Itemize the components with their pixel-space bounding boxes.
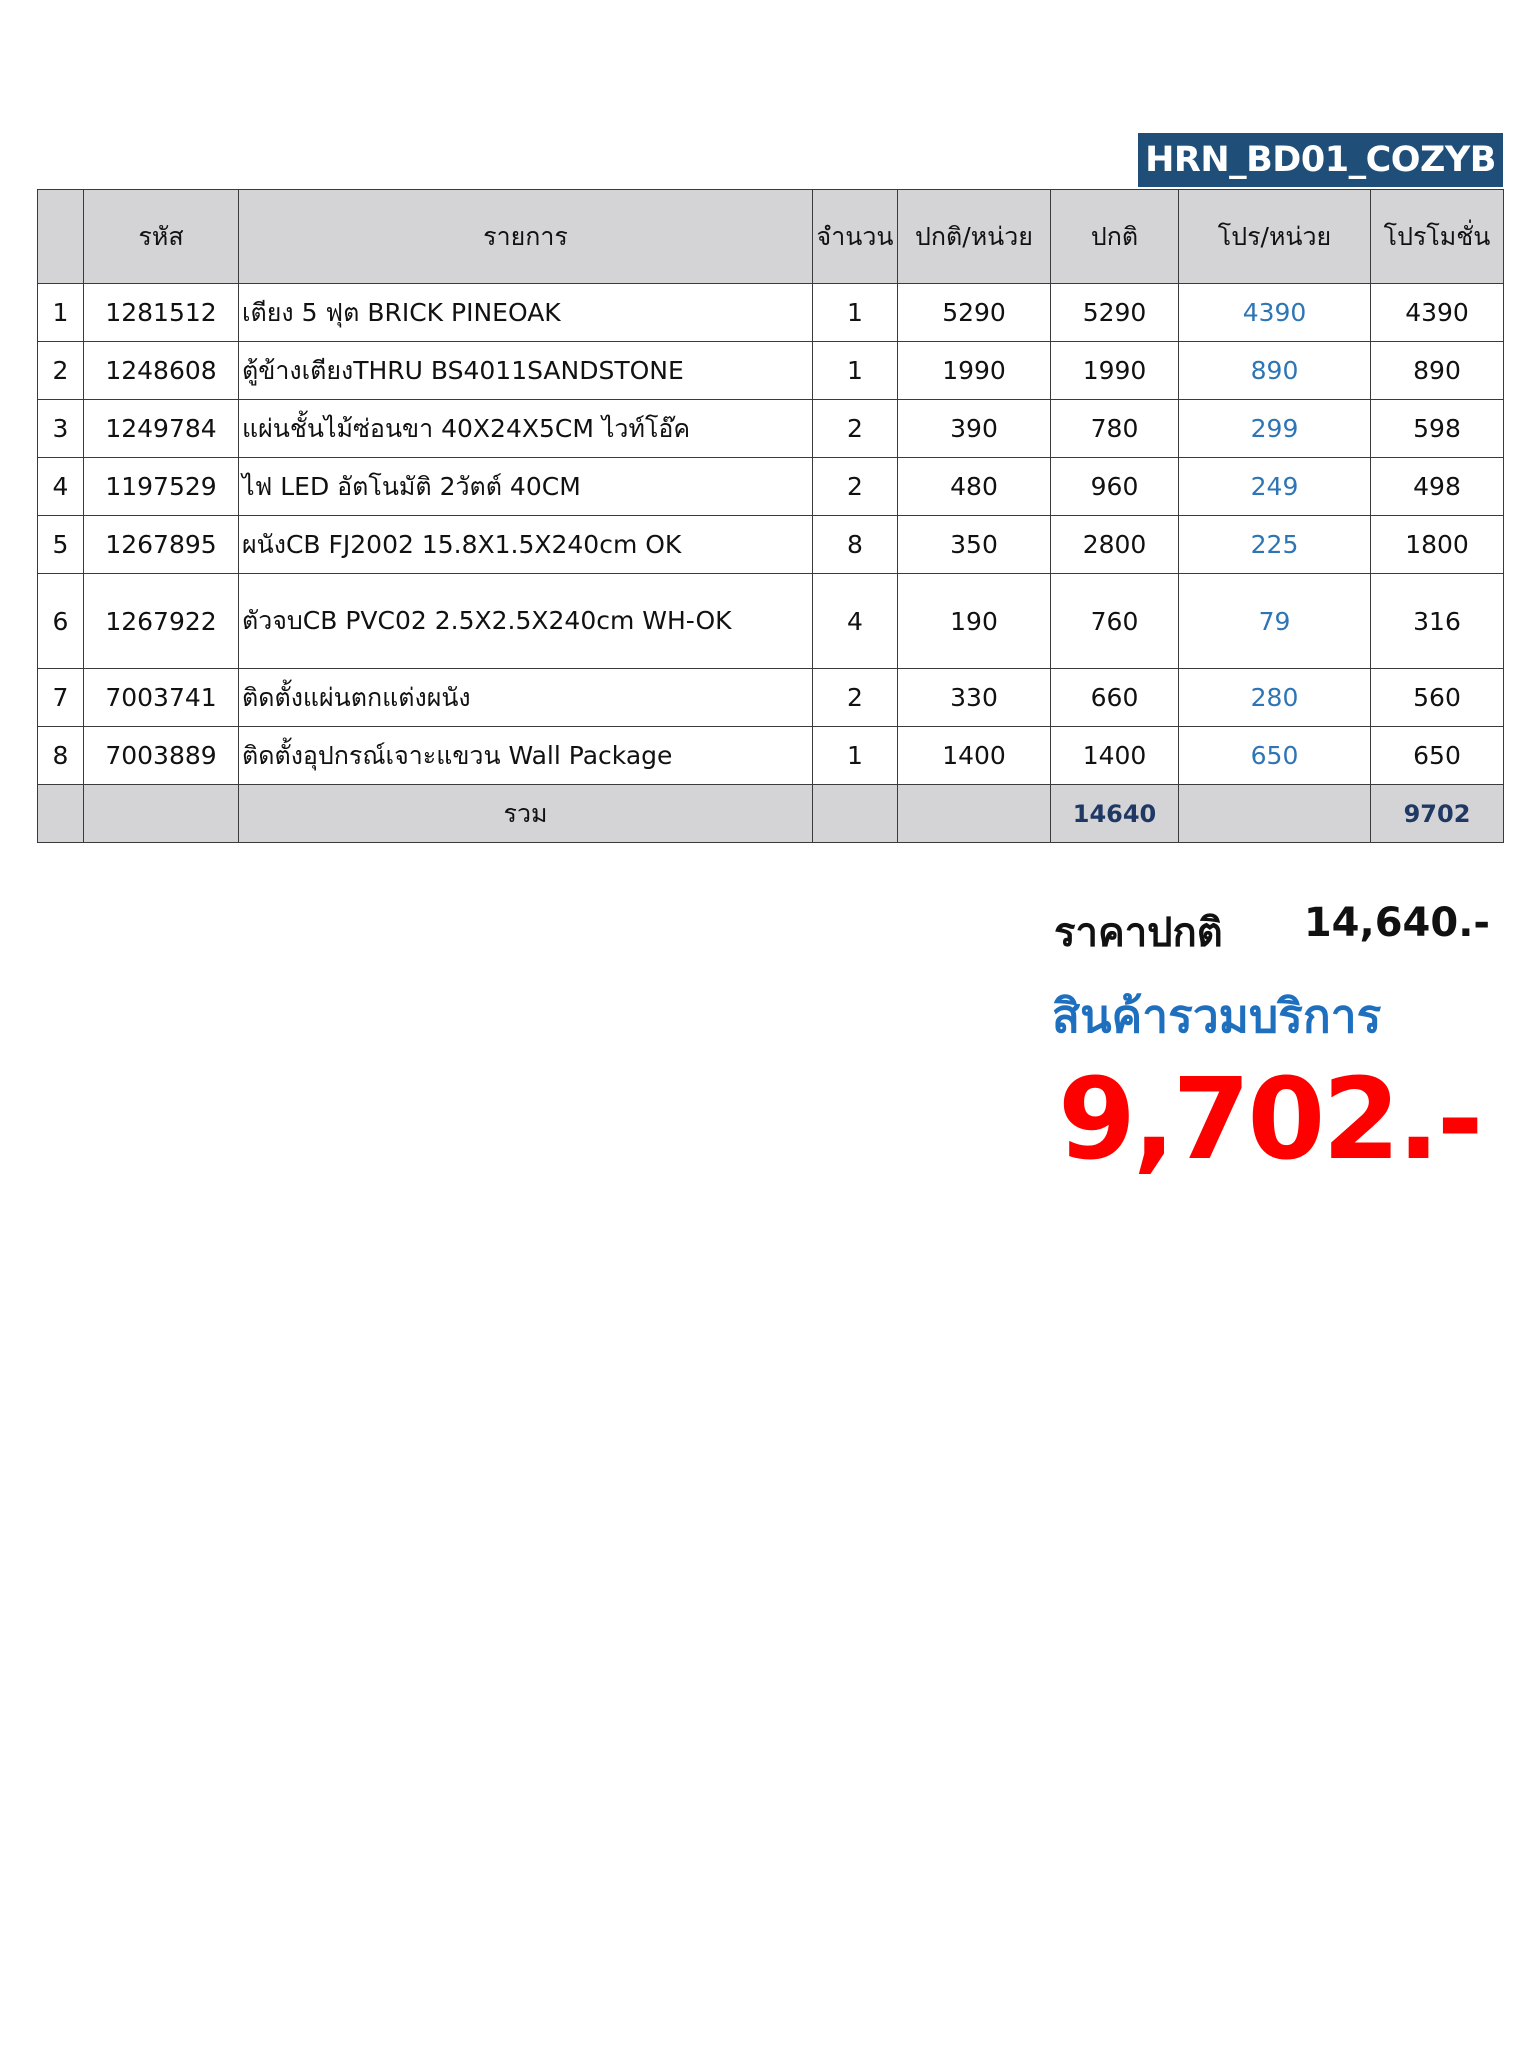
row-item-name: ตู้ข้างเตียงTHRU BS4011SANDSTONE: [239, 342, 813, 400]
total-empty-cell: [38, 785, 84, 843]
table-row: [38, 727, 1504, 785]
table-row: [38, 669, 1504, 727]
row-unit-price: 480: [898, 458, 1051, 516]
row-quantity: 2: [813, 400, 898, 458]
row-promo: 598: [1371, 400, 1504, 458]
total-empty-cell: [898, 785, 1051, 843]
total-label: รวม: [239, 785, 813, 843]
row-price: 960: [1051, 458, 1179, 516]
row-promo: 4390: [1371, 284, 1504, 342]
row-promo: 316: [1371, 574, 1504, 669]
row-item-name: ผนังCB FJ2002 15.8X1.5X240cm OK: [239, 516, 813, 574]
row-price: 780: [1051, 400, 1179, 458]
row-price: 1990: [1051, 342, 1179, 400]
row-sku: 1267895: [84, 516, 239, 574]
row-promo-unit: 4390: [1179, 284, 1371, 342]
row-unit-price: 390: [898, 400, 1051, 458]
row-quantity: 8: [813, 516, 898, 574]
bundle-subtitle: สินค้ารวมบริการ: [1052, 989, 1382, 1043]
row-sku: 1197529: [84, 458, 239, 516]
row-unit-price: 5290: [898, 284, 1051, 342]
row-sku: 1267922: [84, 574, 239, 669]
row-unit-price: 1990: [898, 342, 1051, 400]
normal-price-summary: [1050, 900, 1500, 960]
header-index: [38, 190, 84, 284]
row-price: 2800: [1051, 516, 1179, 574]
row-item-name: ติดตั้งอุปกรณ์เจาะแขวน Wall Package: [239, 727, 813, 785]
row-promo: 560: [1371, 669, 1504, 727]
row-price: 5290: [1051, 284, 1179, 342]
row-unit-price: 350: [898, 516, 1051, 574]
row-promo: 1800: [1371, 516, 1504, 574]
table-header-row: [38, 190, 1504, 284]
header-price: ปกติ: [1051, 190, 1179, 284]
row-promo: 650: [1371, 727, 1504, 785]
table-row: [38, 400, 1504, 458]
row-item-name: เตียง 5 ฟุต BRICK PINEOAK: [239, 284, 813, 342]
row-promo-unit: 890: [1179, 342, 1371, 400]
row-promo-unit: 280: [1179, 669, 1371, 727]
row-price: 660: [1051, 669, 1179, 727]
row-price: 1400: [1051, 727, 1179, 785]
row-sku: 1249784: [84, 400, 239, 458]
row-unit-price: 190: [898, 574, 1051, 669]
normal-price-value: 14,640.-: [1303, 900, 1490, 946]
row-sku: 7003741: [84, 669, 239, 727]
row-item-name: แผ่นชั้นไม้ซ่อนขา 40X24X5CM ไวท์โอ๊ค: [239, 400, 813, 458]
row-index: 4: [38, 458, 84, 516]
row-promo-unit: 225: [1179, 516, 1371, 574]
item-table: [37, 189, 1504, 843]
row-promo: 498: [1371, 458, 1504, 516]
row-index: 5: [38, 516, 84, 574]
table-row: [38, 458, 1504, 516]
row-index: 7: [38, 669, 84, 727]
row-index: 6: [38, 574, 84, 669]
total-empty-cell: [813, 785, 898, 843]
row-quantity: 1: [813, 727, 898, 785]
row-index: 2: [38, 342, 84, 400]
table-row: [38, 516, 1504, 574]
row-item-name: ตัวจบCB PVC02 2.5X2.5X240cm WH-OK: [239, 574, 813, 669]
total-empty-cell: [84, 785, 239, 843]
row-index: 1: [38, 284, 84, 342]
table-row: [38, 284, 1504, 342]
product-code-badge: HRN_BD01_COZYB: [1138, 133, 1503, 187]
row-quantity: 1: [813, 342, 898, 400]
row-quantity: 1: [813, 284, 898, 342]
total-promo: 9702: [1371, 785, 1504, 843]
row-promo: 890: [1371, 342, 1504, 400]
total-empty-cell: [1179, 785, 1371, 843]
row-promo-unit: 650: [1179, 727, 1371, 785]
row-quantity: 4: [813, 574, 898, 669]
row-sku: 7003889: [84, 727, 239, 785]
row-item-name: ติดตั้งแผ่นตกแต่งผนัง: [239, 669, 813, 727]
row-quantity: 2: [813, 458, 898, 516]
final-price: 9,702.-: [1058, 1055, 1481, 1185]
total-row: [38, 785, 1504, 843]
header-item-name: รายการ: [239, 190, 813, 284]
row-sku: 1281512: [84, 284, 239, 342]
row-item-name: ไฟ LED อัตโนมัติ 2วัตต์ 40CM: [239, 458, 813, 516]
row-promo-unit: 249: [1179, 458, 1371, 516]
header-promo-unit: โปร/หน่วย: [1179, 190, 1371, 284]
row-promo-unit: 299: [1179, 400, 1371, 458]
normal-price-label: ราคาปกติ: [1054, 910, 1223, 956]
row-unit-price: 330: [898, 669, 1051, 727]
row-sku: 1248608: [84, 342, 239, 400]
row-price: 760: [1051, 574, 1179, 669]
header-promo: โปรโมชั่น: [1371, 190, 1504, 284]
row-quantity: 2: [813, 669, 898, 727]
header-unit-price: ปกติ/หน่วย: [898, 190, 1051, 284]
header-quantity: จำนวน: [813, 190, 898, 284]
row-promo-unit: 79: [1179, 574, 1371, 669]
row-index: 3: [38, 400, 84, 458]
row-unit-price: 1400: [898, 727, 1051, 785]
table-row: [38, 574, 1504, 669]
table-row: [38, 342, 1504, 400]
row-index: 8: [38, 727, 84, 785]
total-price: 14640: [1051, 785, 1179, 843]
header-sku: รหัส: [84, 190, 239, 284]
